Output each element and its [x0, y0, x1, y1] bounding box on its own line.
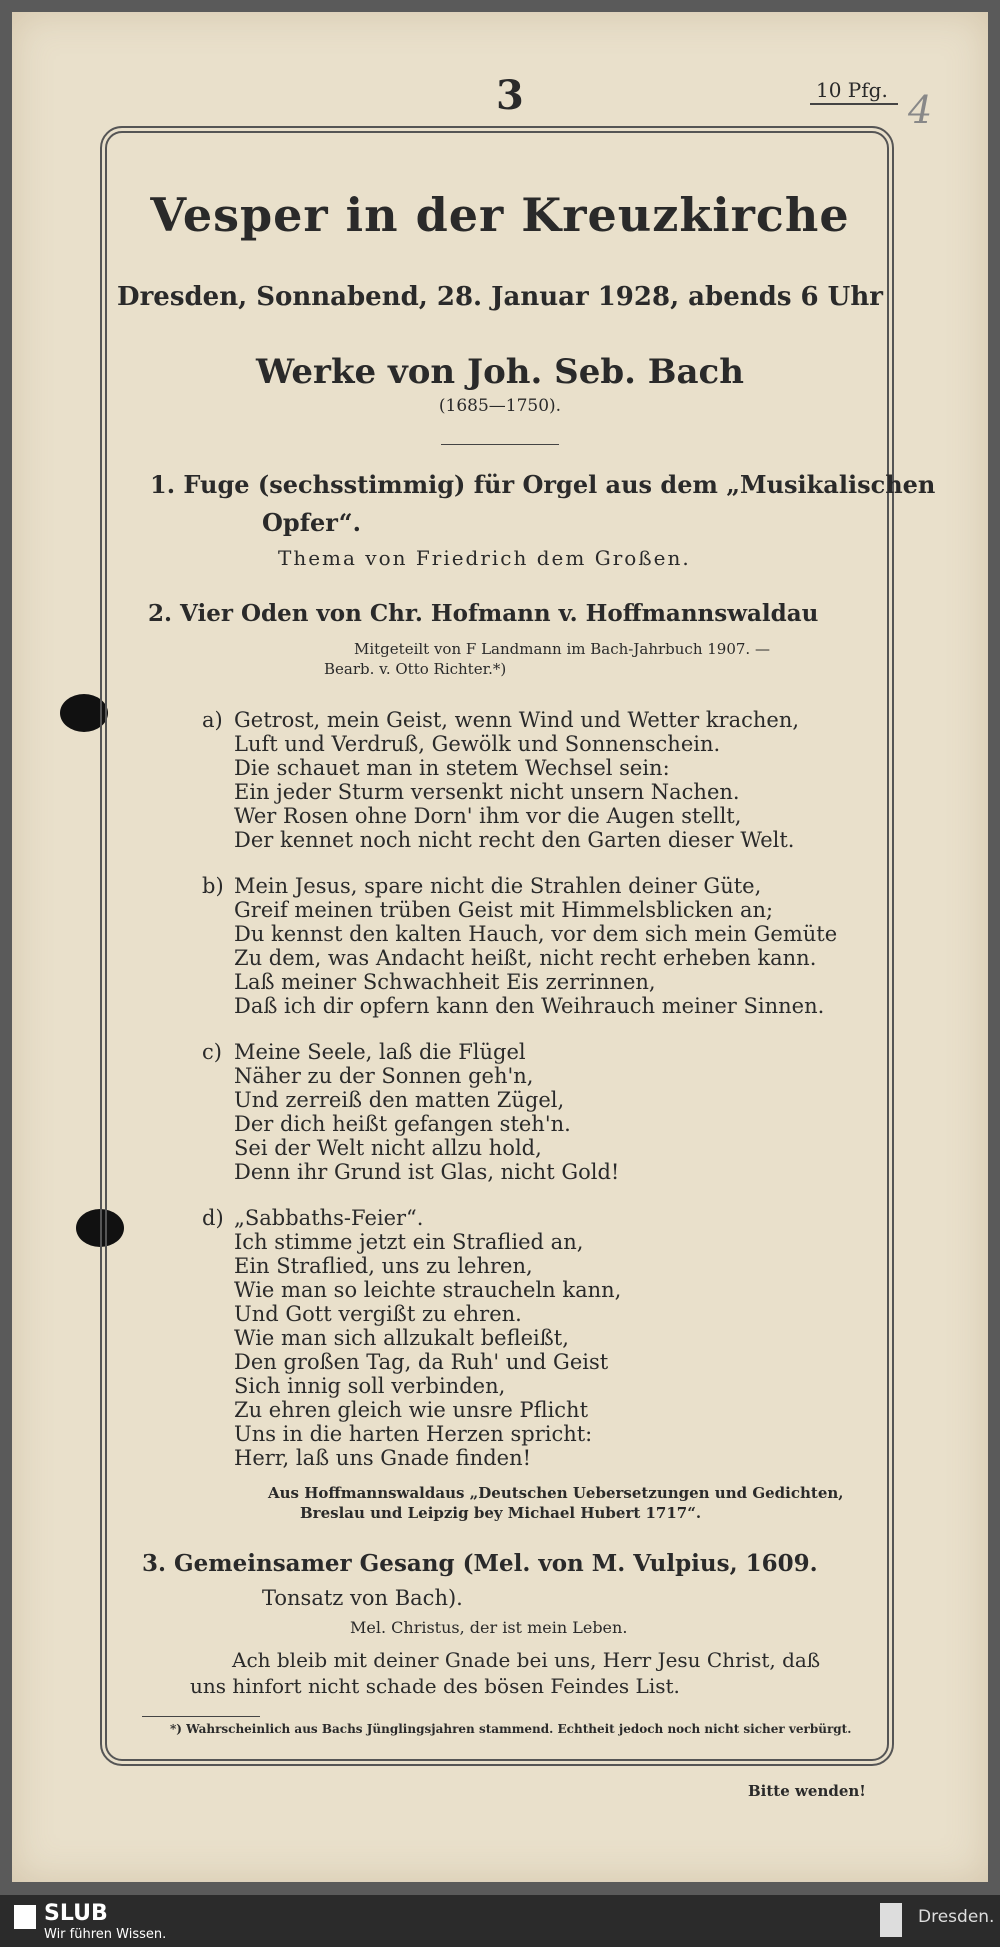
slub-brand[interactable]: SLUB	[44, 1901, 108, 1926]
date-line: Dresden, Sonnabend, 28. Januar 1928, abends 6 Uhr	[117, 282, 883, 312]
ode-d-line: Den großen Tag, da Ruh' und Geist	[234, 1350, 609, 1374]
ode-b-line: Laß meiner Schwachheit Eis zerrinnen,	[234, 970, 656, 994]
sheet-number: 3	[496, 72, 524, 119]
item1-line2: Opfer“.	[262, 508, 361, 537]
ode-c-label: c)	[202, 1040, 222, 1064]
lifespan: (1685—1750).	[438, 396, 562, 416]
ode-b-line: Mein Jesus, spare nicht die Strahlen deiner Güte,	[234, 874, 762, 898]
repository-footer	[0, 1895, 1000, 1947]
ode-a-line: Getrost, mein Geist, wenn Wind und Wetter krachen,	[234, 708, 800, 732]
item3-verse2: uns hinfort nicht schade des bösen Feindes List.	[190, 1674, 680, 1698]
dresden-logo-icon[interactable]	[880, 1903, 902, 1937]
item3-verse1: Ach bleib mit deiner Gnade bei uns, Herr Jesu Christ, daß	[232, 1648, 821, 1672]
ode-c-line: Denn ihr Grund ist Glas, nicht Gold!	[234, 1160, 620, 1184]
scan-edge	[0, 0, 1000, 12]
ode-d-line: Zu ehren gleich wie unsre Pflicht	[234, 1398, 589, 1422]
item2-source1: Mitgeteilt von F Landmann im Bach-Jahrbuch 1907. —	[354, 640, 770, 658]
footnote: *) Wahrscheinlich aus Bachs Jünglingsjahren stammend. Echtheit jedoch noch nicht sicher verbürgt.	[170, 1722, 852, 1736]
item3-melody: Mel. Christus, der ist mein Leben.	[350, 1618, 628, 1637]
works-heading: Werke von Joh. Seb. Bach	[256, 352, 744, 392]
slub-claim: Wir führen Wissen.	[44, 1927, 167, 1942]
ode-d-label: d)	[202, 1206, 224, 1230]
item2-attribution2: Breslau und Leipzig bey Michael Hubert 1717“.	[300, 1504, 702, 1522]
ode-d-line: Ich stimme jetzt ein Straflied an,	[234, 1230, 584, 1254]
ode-a-line: Ein jeder Sturm versenkt nicht unsern Nachen.	[234, 780, 740, 804]
ode-b-line: Daß ich dir opfern kann den Weihrauch meiner Sinnen.	[234, 994, 825, 1018]
ode-d-line: Ein Straflied, uns zu lehren,	[234, 1254, 533, 1278]
ode-d-line: Herr, laß uns Gnade finden!	[234, 1446, 532, 1470]
item3-line2: Tonsatz von Bach).	[262, 1586, 463, 1610]
ode-a-line: Luft und Verdruß, Gewölk und Sonnenschein.	[234, 732, 721, 756]
ode-c-line: Näher zu der Sonnen geh'n,	[234, 1064, 534, 1088]
ode-a-label: a)	[202, 708, 223, 732]
item1-note: Thema von Friedrich dem Großen.	[278, 546, 691, 570]
ode-d-line: Wie man sich allzukalt befleißt,	[234, 1326, 569, 1350]
page-title: Vesper in der Kreuzkirche	[150, 188, 850, 242]
divider	[441, 444, 559, 445]
ode-a-line: Wer Rosen ohne Dorn' ihm vor die Augen stellt,	[234, 804, 742, 828]
ode-c-line: Meine Seele, laß die Flügel	[234, 1040, 526, 1064]
item3-line1: 3. Gemeinsamer Gesang (Mel. von M. Vulpius, 1609.	[142, 1550, 818, 1577]
ode-d-line: Und Gott vergißt zu ehren.	[234, 1302, 522, 1326]
item2-source2: Bearb. v. Otto Richter.*)	[324, 660, 507, 678]
ode-a-line: Die schauet man in stetem Wechsel sein:	[234, 756, 670, 780]
dresden-partner[interactable]: Dresden.	[918, 1907, 995, 1927]
footnote-rule	[142, 1716, 260, 1717]
ode-b-label: b)	[202, 874, 224, 898]
ode-b-line: Greif meinen trüben Geist mit Himmelsblicken an;	[234, 898, 774, 922]
ode-c-line: Der dich heißt gefangen steh'n.	[234, 1112, 571, 1136]
ode-d-line: „Sabbaths-Feier“.	[234, 1206, 424, 1230]
ode-d-line: Uns in die harten Herzen spricht:	[234, 1422, 593, 1446]
ode-d-line: Wie man so leichte straucheln kann,	[234, 1278, 622, 1302]
ode-b-line: Zu dem, was Andacht heißt, nicht recht erheben kann.	[234, 946, 817, 970]
turn-over-note: Bitte wenden!	[748, 1782, 866, 1800]
price: 10 Pfg.	[816, 78, 888, 102]
ode-c-line: Und zerreiß den matten Zügel,	[234, 1088, 565, 1112]
handwritten-mark: 4	[908, 88, 933, 132]
ode-a-line: Der kennet noch nicht recht den Garten dieser Welt.	[234, 828, 795, 852]
ode-d-line: Sich innig soll verbinden,	[234, 1374, 506, 1398]
slub-logo-icon[interactable]	[14, 1905, 36, 1929]
item2-heading: 2. Vier Oden von Chr. Hofmann v. Hoffmannswaldau	[148, 600, 819, 627]
ode-c-line: Sei der Welt nicht allzu hold,	[234, 1136, 542, 1160]
item2-attribution1: Aus Hoffmannswaldaus „Deutschen Uebersetzungen und Gedichten,	[268, 1484, 844, 1502]
ode-b-line: Du kennst den kalten Hauch, vor dem sich mein Gemüte	[234, 922, 838, 946]
price-underline	[810, 103, 898, 105]
item1-line1: 1. Fuge (sechsstimmig) für Orgel aus dem „Musikalischen	[150, 470, 936, 499]
